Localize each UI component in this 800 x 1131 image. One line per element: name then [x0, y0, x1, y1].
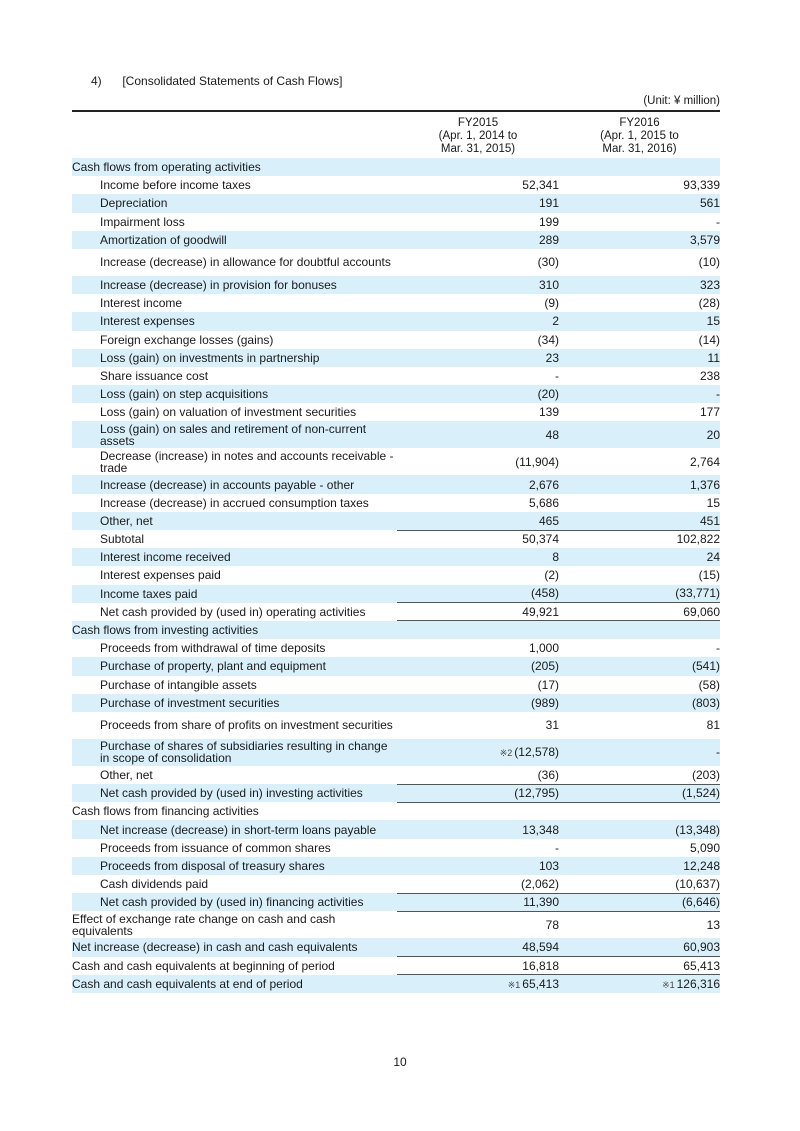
table-row [72, 331, 720, 349]
value-text: 191 [538, 196, 559, 211]
row-label: Purchase of investment securities [72, 694, 397, 712]
value-text: 2 [552, 314, 559, 329]
value-text: (15) [698, 568, 720, 583]
value-text: 2,764 [689, 454, 720, 469]
row-value-fy2015 [397, 820, 559, 838]
row-value-fy2015 [397, 857, 559, 875]
row-value-fy2016 [559, 448, 720, 475]
table-row [72, 421, 720, 448]
table-row [72, 820, 720, 838]
row-value-fy2016 [559, 403, 720, 421]
row-label: Increase (decrease) in allowance for doubtful accounts [100, 255, 391, 270]
row-value-fy2016 [559, 512, 720, 530]
row-label: Interest expenses paid [100, 568, 221, 583]
row-label: Proceeds from disposal of treasury shares [72, 857, 397, 875]
note-mark: ※1 [662, 979, 675, 990]
cash-flow-table [72, 110, 720, 993]
row-label: Effect of exchange rate change on cash and cash equivalents [72, 911, 336, 938]
value-text: 11,390 [523, 895, 559, 910]
value-text: 12,248 [683, 858, 720, 873]
row-value-fy2015 [397, 367, 559, 385]
row-value-fy2015 [397, 566, 559, 584]
value-text: - [555, 840, 559, 855]
table-row [72, 676, 720, 694]
row-value-fy2015 [397, 548, 559, 566]
row-value-fy2016 [559, 639, 720, 657]
column-header-row [72, 112, 720, 158]
row-value-fy2015 [397, 403, 559, 421]
row-label: Cash dividends paid [100, 877, 209, 892]
row-value-fy2016 [559, 911, 720, 938]
row-label: Depreciation [72, 194, 397, 212]
row-label: Income taxes paid [72, 585, 397, 603]
value-text: (58) [698, 677, 720, 692]
value-text: (10) [698, 255, 720, 270]
value-text: (12,795) [514, 786, 559, 801]
row-value-fy2016 [559, 603, 720, 621]
row-value-fy2016 [559, 349, 720, 367]
row-label: Decrease (increase) in notes and accounts receivable - trade [100, 448, 394, 475]
row-value-fy2016 [559, 621, 720, 639]
value-text: 1,000 [528, 641, 559, 656]
row-label: Net cash provided by (used in) investing activities [72, 784, 397, 802]
value-text: (10,637) [675, 876, 720, 891]
row-value-fy2015 [397, 158, 559, 176]
table-row [72, 857, 720, 875]
row-value-fy2016 [559, 839, 720, 857]
fy2016-range-end: Mar. 31, 2016) [602, 143, 677, 155]
note-mark: ※1 [507, 979, 521, 990]
row-value-fy2015 [397, 494, 559, 512]
row-label: Increase (decrease) in accounts payable - other [72, 475, 397, 493]
value-text: 31 [545, 718, 559, 733]
row-value-fy2015 [397, 385, 559, 403]
value-text: 49,921 [522, 604, 559, 619]
row-value-fy2015 [397, 176, 559, 194]
value-text: (6,646) [681, 895, 720, 910]
row-value-fy2016 [559, 820, 720, 838]
value-text: 8 [552, 550, 559, 565]
row-label: Other, net [72, 512, 397, 530]
table-row [72, 194, 720, 212]
table-row [72, 657, 720, 675]
row-label: Income before income taxes [100, 178, 251, 193]
value-text: (205) [530, 659, 559, 674]
value-text: - [555, 368, 559, 383]
row-value-fy2015 [397, 739, 559, 766]
row-value-fy2016 [559, 857, 720, 875]
table-row [72, 475, 720, 493]
table-row [72, 349, 720, 367]
value-text: - [716, 745, 720, 760]
fy2015-year: FY2015 [457, 117, 499, 129]
table-row [72, 158, 720, 176]
row-value-fy2015 [397, 213, 559, 231]
value-text: (17) [537, 677, 559, 692]
table-row [72, 911, 720, 938]
row-value-fy2015 [397, 448, 559, 475]
row-value-fy2015 [397, 712, 559, 739]
row-label: Net cash provided by (used in) financing activities [72, 893, 397, 911]
fy2015-range-start: (Apr. 1, 2014 to [438, 130, 518, 142]
value-text: 81 [706, 718, 720, 733]
value-text: 48,594 [522, 940, 559, 955]
table-row [72, 621, 720, 639]
table-row [72, 585, 720, 603]
label-column-header [72, 112, 397, 158]
value-text: 11 [707, 350, 720, 365]
row-value-fy2016 [559, 975, 720, 993]
row-value-fy2016 [559, 875, 720, 893]
row-label: Subtotal [100, 532, 145, 547]
row-value-fy2016 [559, 475, 720, 493]
row-value-fy2015 [397, 603, 559, 621]
value-text: (36) [537, 767, 559, 782]
row-value-fy2015 [397, 530, 559, 548]
row-label: Net increase (decrease) in cash and cash equivalents [72, 938, 397, 956]
value-text: 102,822 [676, 532, 720, 547]
value-text: 1,376 [689, 477, 720, 492]
row-value-fy2016 [559, 657, 720, 675]
table-row [72, 249, 720, 276]
row-label: Purchase of shares of subsidiaries resulting in change in scope of consolidation [72, 739, 397, 766]
value-text: 3,579 [689, 232, 720, 247]
value-text: (203) [691, 767, 720, 782]
value-text: - [716, 387, 720, 402]
row-value-fy2016 [559, 938, 720, 956]
row-value-fy2016 [559, 548, 720, 566]
row-value-fy2015 [397, 957, 559, 975]
value-text: (2,062) [520, 876, 559, 891]
row-value-fy2016 [559, 694, 720, 712]
row-value-fy2016 [559, 276, 720, 294]
row-label: Interest income [100, 296, 183, 311]
row-label: Other, net [100, 767, 153, 782]
value-text: 15 [706, 314, 720, 329]
value-text: 13,348 [522, 822, 559, 837]
row-value-fy2015 [397, 676, 559, 694]
section-number: 4) [91, 74, 102, 88]
value-text: (13,348) [675, 822, 720, 837]
table-row [72, 566, 720, 584]
row-value-fy2015 [397, 294, 559, 312]
row-value-fy2015 [397, 802, 559, 820]
value-text: 15 [706, 495, 720, 510]
value-text: - [716, 214, 720, 229]
row-label: Cash flows from investing activities [72, 621, 397, 639]
value-text: 451 [699, 513, 720, 528]
row-value-fy2015 [397, 694, 559, 712]
table-row [72, 784, 720, 802]
row-value-fy2016 [559, 766, 720, 784]
row-value-fy2016 [559, 176, 720, 194]
row-label: Loss (gain) on sales and retirement of non-current assets [72, 421, 397, 448]
fy2016-range-start: (Apr. 1, 2015 to [600, 130, 679, 142]
value-text: (458) [530, 586, 559, 601]
row-value-fy2016 [559, 585, 720, 603]
value-text: (30) [537, 255, 559, 270]
value-text: 20 [706, 427, 720, 442]
row-value-fy2015 [397, 331, 559, 349]
column-header-fy2016 [559, 112, 720, 158]
value-text: 65,413 [683, 958, 720, 973]
row-value-fy2015 [397, 421, 559, 448]
value-text: 139 [538, 405, 559, 420]
table-row [72, 712, 720, 739]
value-text: 289 [538, 232, 559, 247]
table-row [72, 975, 720, 993]
row-label: Purchase of intangible assets [100, 677, 257, 692]
table-row [72, 938, 720, 956]
value-text: 16,818 [522, 958, 559, 973]
value-text: 177 [699, 405, 720, 420]
value-text: - [716, 641, 720, 656]
section-heading [91, 74, 342, 88]
row-label: Proceeds from withdrawal of time deposits [100, 641, 326, 656]
row-value-fy2016 [559, 367, 720, 385]
row-value-fy2015 [397, 938, 559, 956]
row-value-fy2015 [397, 839, 559, 857]
row-value-fy2016 [559, 530, 720, 548]
table-row [72, 367, 720, 385]
row-label: Interest income received [72, 548, 397, 566]
row-label: Cash and cash equivalents at beginning of period [72, 958, 335, 973]
table-row [72, 276, 720, 294]
value-text: 103 [538, 858, 559, 873]
table-row [72, 893, 720, 911]
value-text: (989) [530, 695, 559, 710]
table-row [72, 739, 720, 766]
row-value-fy2016 [559, 893, 720, 911]
table-row [72, 494, 720, 512]
value-text: 93,339 [683, 178, 720, 193]
table-row [72, 603, 720, 621]
row-value-fy2016 [559, 957, 720, 975]
fy2015-range-end: Mar. 31, 2015) [440, 143, 516, 155]
row-value-fy2015 [397, 657, 559, 675]
value-text: 65,413 [522, 976, 559, 991]
value-text: 24 [706, 550, 720, 565]
value-text: (14) [698, 332, 720, 347]
value-text: (20) [537, 387, 559, 402]
row-label: Foreign exchange losses (gains) [100, 332, 274, 347]
row-value-fy2015 [397, 585, 559, 603]
row-value-fy2016 [559, 385, 720, 403]
column-header-fy2015 [397, 112, 559, 158]
table-row [72, 530, 720, 548]
table-row [72, 802, 720, 820]
row-label: Net cash provided by (used in) operating activities [100, 604, 366, 619]
table-row [72, 694, 720, 712]
value-text: 69,060 [683, 604, 720, 619]
row-value-fy2015 [397, 875, 559, 893]
row-value-fy2015 [397, 312, 559, 330]
row-value-fy2016 [559, 784, 720, 802]
row-label: Increase (decrease) in accrued consumption taxes [100, 495, 369, 510]
row-value-fy2015 [397, 911, 559, 938]
value-text: 561 [699, 196, 720, 211]
row-label: Cash flows from financing activities [72, 804, 259, 819]
value-text: 2,676 [528, 477, 559, 492]
value-text: 23 [545, 350, 559, 365]
table-row [72, 957, 720, 975]
row-value-fy2015 [397, 276, 559, 294]
value-text: 48 [545, 427, 559, 442]
value-text: 126,316 [676, 976, 720, 991]
value-text: 52,341 [522, 178, 559, 193]
row-value-fy2015 [397, 893, 559, 911]
value-text: (34) [537, 332, 559, 347]
note-mark: ※2 [499, 747, 513, 758]
table-row [72, 548, 720, 566]
row-value-fy2016 [559, 802, 720, 820]
row-label: Amortization of goodwill [72, 231, 397, 249]
value-text: (28) [698, 296, 720, 311]
cash-flow-rows [72, 158, 720, 993]
page-number: 10 [393, 1055, 407, 1069]
value-text: 5,090 [689, 840, 720, 855]
row-label: Net increase (decrease) in short-term loans payable [72, 820, 397, 838]
value-text: 199 [538, 214, 559, 229]
row-value-fy2015 [397, 639, 559, 657]
value-text: 5,686 [528, 495, 559, 510]
table-row [72, 875, 720, 893]
row-label: Purchase of property, plant and equipment [72, 657, 397, 675]
row-value-fy2016 [559, 421, 720, 448]
section-title: [Consolidated Statements of Cash Flows] [122, 74, 343, 88]
table-row [72, 639, 720, 657]
value-text: (11,904) [515, 454, 559, 469]
value-text: 310 [538, 278, 559, 293]
row-value-fy2016 [559, 494, 720, 512]
row-label: Proceeds from share of profits on investment securities [100, 718, 393, 733]
value-text: (33,771) [675, 586, 720, 601]
fy2016-year: FY2016 [619, 117, 660, 129]
row-label: Loss (gain) on valuation of investment securities [100, 405, 357, 420]
row-value-fy2015 [397, 249, 559, 276]
row-label: Loss (gain) on investments in partnership [72, 349, 397, 367]
row-value-fy2015 [397, 766, 559, 784]
row-label: Interest expenses [72, 312, 397, 330]
row-value-fy2016 [559, 158, 720, 176]
table-row [72, 385, 720, 403]
value-text: 50,374 [522, 532, 559, 547]
row-value-fy2015 [397, 621, 559, 639]
row-value-fy2015 [397, 784, 559, 802]
row-value-fy2016 [559, 712, 720, 739]
row-value-fy2015 [397, 194, 559, 212]
value-text: (12,578) [514, 744, 559, 759]
row-value-fy2016 [559, 194, 720, 212]
row-value-fy2016 [559, 294, 720, 312]
row-label: Loss (gain) on step acquisitions [72, 385, 397, 403]
row-value-fy2016 [559, 249, 720, 276]
table-row [72, 213, 720, 231]
value-text: (541) [691, 659, 720, 674]
unit-label: (Unit: ¥ million) [643, 95, 720, 107]
value-text: 238 [699, 368, 720, 383]
value-text: 60,903 [683, 940, 720, 955]
row-label: Increase (decrease) in provision for bonuses [72, 276, 397, 294]
row-value-fy2016 [559, 331, 720, 349]
table-row [72, 839, 720, 857]
row-label: Share issuance cost [100, 368, 209, 383]
value-text: 13 [706, 918, 720, 933]
row-label: Cash and cash equivalents at end of period [72, 975, 397, 993]
value-text: (9) [544, 296, 559, 311]
row-value-fy2016 [559, 566, 720, 584]
table-row [72, 312, 720, 330]
value-text: 323 [699, 278, 720, 293]
table-row [72, 176, 720, 194]
row-value-fy2015 [397, 475, 559, 493]
row-value-fy2015 [397, 975, 559, 993]
row-value-fy2015 [397, 231, 559, 249]
row-value-fy2016 [559, 312, 720, 330]
table-row [72, 403, 720, 421]
row-value-fy2016 [559, 739, 720, 766]
value-text: 465 [538, 513, 559, 528]
table-row [72, 512, 720, 530]
row-value-fy2016 [559, 231, 720, 249]
table-row [72, 231, 720, 249]
row-value-fy2015 [397, 349, 559, 367]
row-value-fy2015 [397, 512, 559, 530]
row-label: Impairment loss [100, 214, 185, 229]
row-label: Proceeds from issuance of common shares [100, 840, 331, 855]
value-text: (803) [691, 695, 720, 710]
row-value-fy2016 [559, 676, 720, 694]
value-text: 78 [545, 918, 559, 933]
table-row [72, 294, 720, 312]
value-text: (2) [544, 568, 559, 583]
value-text: (1,524) [681, 786, 720, 801]
table-row [72, 766, 720, 784]
row-label: Cash flows from operating activities [72, 158, 397, 176]
row-value-fy2016 [559, 213, 720, 231]
table-row [72, 448, 720, 475]
